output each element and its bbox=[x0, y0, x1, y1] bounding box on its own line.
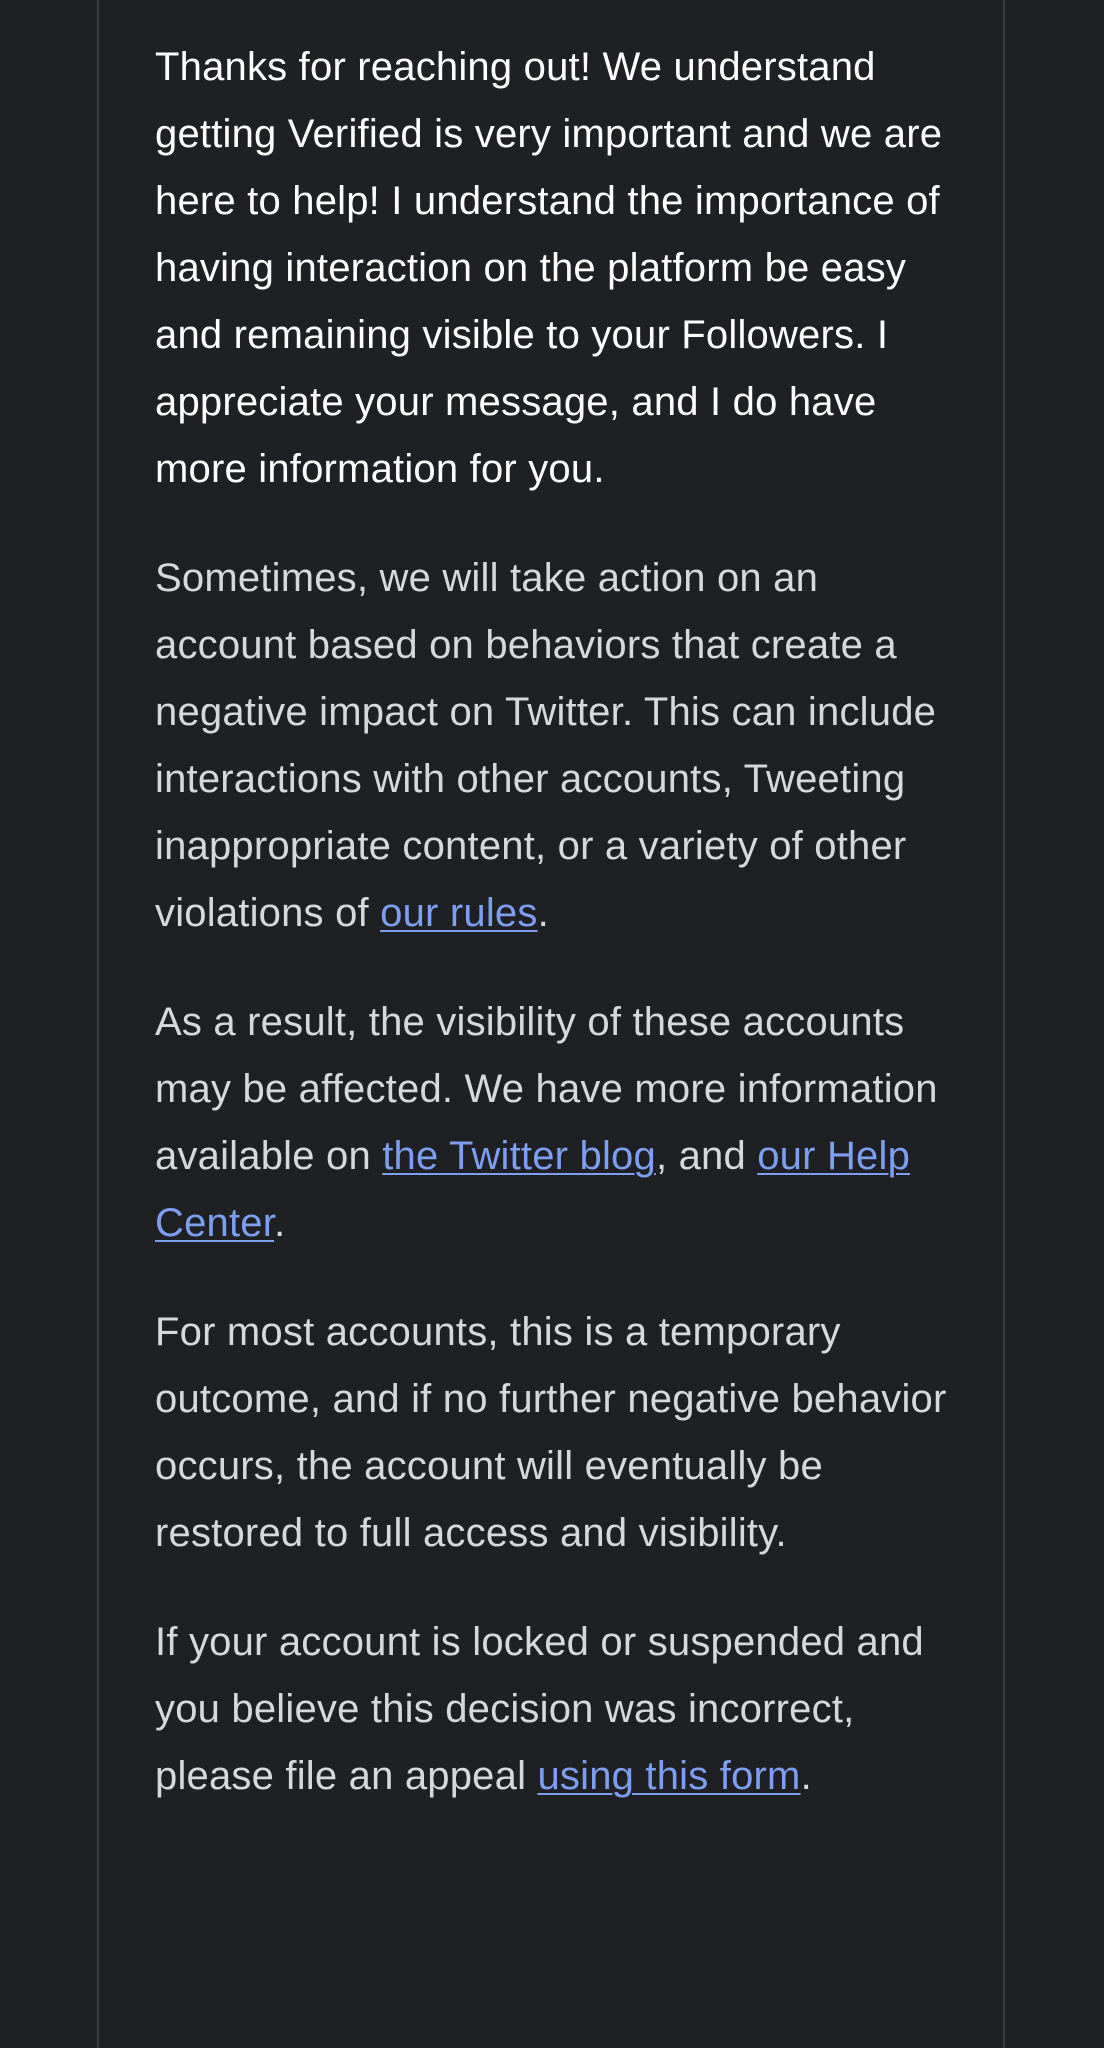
paragraph-visibility-text: As a result, the visibility of these accounts may be affected. We have more information available on bbox=[155, 1000, 938, 1178]
help-center-link[interactable]: our Help Center bbox=[155, 1134, 911, 1245]
our-rules-link[interactable]: our rules bbox=[380, 891, 538, 935]
paragraph-actions-end: . bbox=[537, 891, 549, 935]
paragraph-actions-text: Sometimes, we will take action on an account based on behaviors that create a negative impact on Twitter. This can include interactions with other accounts, Tweeting inappropriate content, or a variety of other violations of bbox=[155, 556, 937, 935]
paragraph-verified bbox=[155, 34, 955, 503]
paragraph-visibility-mid: , and bbox=[655, 1134, 758, 1178]
paragraph-temporary bbox=[155, 1299, 955, 1567]
message-panel bbox=[97, 0, 1005, 2048]
paragraph-actions bbox=[155, 545, 955, 947]
twitter-blog-link[interactable]: the Twitter blog bbox=[382, 1134, 656, 1178]
message-body bbox=[155, 34, 955, 1852]
paragraph-appeal-end: . bbox=[800, 1754, 812, 1798]
paragraph-appeal bbox=[155, 1609, 955, 1810]
paragraph-visibility bbox=[155, 989, 955, 1257]
paragraph-temporary-text: For most accounts, this is a temporary outcome, and if no further negative behavior occurs, the account will eventually be restored to full access and visibility. bbox=[155, 1310, 947, 1555]
paragraph-appeal-text: If your account is locked or suspended and you believe this decision was incorrect, please file an appeal bbox=[155, 1620, 924, 1798]
paragraph-visibility-end: . bbox=[274, 1201, 286, 1245]
paragraph-verified-text: Thanks for reaching out! We understand getting Verified is very important and we are here to help! I understand the importance of having interaction on the platform be easy and remaining visible to your Followers. I appreciate your message, and I do have more information for you. bbox=[155, 45, 943, 491]
appeal-form-link[interactable]: using this form bbox=[537, 1754, 801, 1798]
